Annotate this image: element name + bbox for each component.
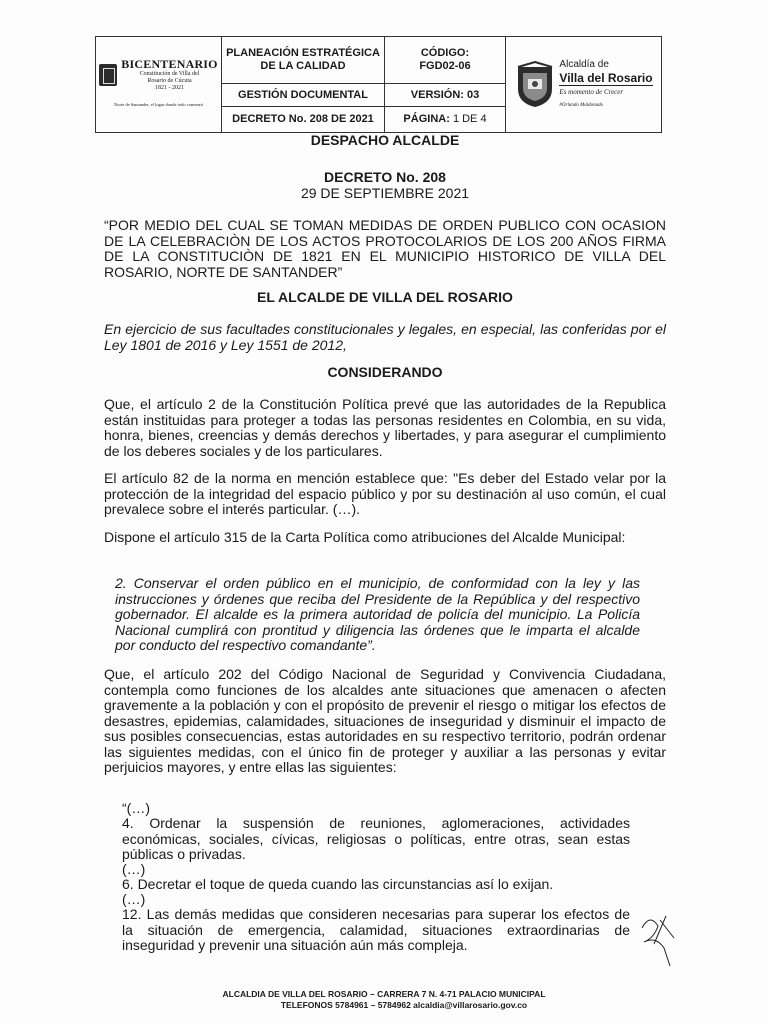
alcaldia-slogan: Es momento de Crecer [559, 87, 624, 96]
gestion-cell: GESTIÓN DOCUMENTAL [222, 84, 385, 107]
decreto-cell: DECRETO No. 208 DE 2021 [222, 107, 385, 132]
footer-contact: TELEFONOS 5784961 – 5784962 alcaldia@villarosario.gov.co [280, 1000, 528, 1010]
authority-heading: EL ALCALDE DE VILLA DEL ROSARIO [257, 289, 513, 305]
pagina-label: PÁGINA: [403, 113, 450, 125]
bicentenario-subtitle2: Rosario de Cúcuta [147, 78, 192, 84]
decree-date: 29 DE SEPTIEMBRE 2021 [300, 185, 470, 201]
planeacion-cell: PLANEACIÓN ESTRATÉGICA DE LA CALIDAD [222, 37, 385, 84]
list-open: “(…) [122, 800, 150, 816]
crest-icon [514, 61, 556, 109]
alcaldia-line2: Villa del Rosario [559, 70, 653, 85]
bicentenario-logo [96, 37, 222, 132]
codigo-value: FGD02-06 [419, 60, 471, 72]
decree-subject: “POR MEDIO DEL CUAL SE TOMAN MEDIDAS DE ORDEN PUBLICO CON OCASION DE LA CELEBRACIÒN DE LOS ACTOS PROTOCOLARIOS DE LOS 200 AÑOS FIRMA DE LA CONSTITUCIÒN DE 1821 EN EL MUNICIPIO HISTORICO DE VILLA DEL ROSARIO, NORTE DE SANTANDER” [104, 217, 666, 280]
footer-address: ALCALDIA DE VILLA DEL ROSARIO – CARRERA 7 N. 4-71 PALACIO MUNICIPAL [222, 989, 546, 999]
paragraph-article-2: Que, el artículo 2 de la Constitución Política prevé que las autoridades de la Republica están instituidas para proteger a todas las personas residentes en Colombia, en su vida, honra, bienes, creencias y demás derechos y libertades, y para asegurar el cumplimiento de los deberes sociales y de los particulares. [104, 396, 666, 459]
paragraph-article-82: El artículo 82 de la norma en mención establece que: "Es deber del Estado velar por la protección de la integridad del espacio público y por su destinación al uso común, el cual prevalece sobre el interés particular. (…). [104, 470, 666, 517]
version-cell: VERSIÓN: 03 [385, 84, 506, 107]
codigo-cell [385, 37, 506, 84]
decree-title: DECRETO No. 208 [324, 169, 446, 185]
pagina-value: 1 DE 4 [452, 113, 487, 125]
bicentenario-footer: Norte de Santander, el lugar donde todo comenzó [113, 102, 204, 107]
considerando-heading: CONSIDERANDO [327, 364, 443, 380]
document-header-table [95, 36, 662, 133]
bicentenario-title: BICENTENARIO [121, 57, 218, 71]
alcaldia-line1: Alcaldía de [559, 58, 609, 70]
building-icon [99, 64, 117, 86]
bicentenario-years: 1821 - 2021 [155, 85, 184, 91]
list-ellipsis-2: (…) [122, 891, 146, 907]
list-item-6: 6. Decretar el toque de queda cuando las circunstancias así lo exijan. [122, 876, 554, 892]
paragraph-article-315: Dispone el artículo 315 de la Carta Política como atribuciones del Alcalde Municipal: [104, 529, 626, 545]
alcaldia-logo [506, 37, 661, 132]
paragraph-article-202: Que, el artículo 202 del Código Nacional de Seguridad y Convivencia Ciudadana, contempla como funciones de los alcaldes ante situaciones que amenacen o afecten gravemente a la población y con el propósito de prevenir el riesgo o mitigar los efectos de desastres, epidemias, calamidades, situaciones de inseguridad y disminuir el impacto de sus posibles consecuencias, estas autoridades en su respectivo territorio, podrán ordenar las siguientes medidas, con el único fin de proteger y auxiliar a las personas y evitar perjuicios mayores, y entre ellas las siguientes: [104, 666, 666, 775]
faculties-paragraph: En ejercicio de sus facultades constitucionales y legales, en especial, las conferidas por el Ley 1801 de 2016 y Ley 1551 de 2012, [104, 321, 666, 353]
quote-article-315: 2. Conservar el orden público en el municipio, de conformidad con la ley y las instrucciones y órdenes que reciba del Presidente de la República y del respectivo gobernador. El alcalde es la primera autoridad de policía del municipio. La Policía Nacional cumplirá con prontitud y diligencia las órdenes que le imparta el alcalde por conducto del respectivo comandante”. [115, 575, 640, 653]
alcaldia-name: #Orlando Maldonado [559, 102, 604, 108]
pagina-cell [385, 107, 506, 132]
list-item-4: 4. Ordenar la suspensión de reuniones, aglomeraciones, actividades económicas, sociales, cívicas, religiosas o políticas, entre otras, sean estas públicas o privadas. [122, 815, 630, 862]
signature-initials [630, 908, 680, 968]
codigo-label: CÓDIGO: [420, 47, 470, 59]
list-item-12: 12. Las demás medidas que consideren necesarias para superar los efectos de la situación de emergencia, calamidad, situaciones extraordinarias de inseguridad y prevenir una situación aún más compleja. [122, 906, 630, 953]
list-ellipsis-1: (…) [122, 861, 146, 877]
office-heading: DESPACHO ALCALDE [310, 132, 460, 148]
bicentenario-subtitle1: Constitución de Villa del [139, 71, 200, 77]
